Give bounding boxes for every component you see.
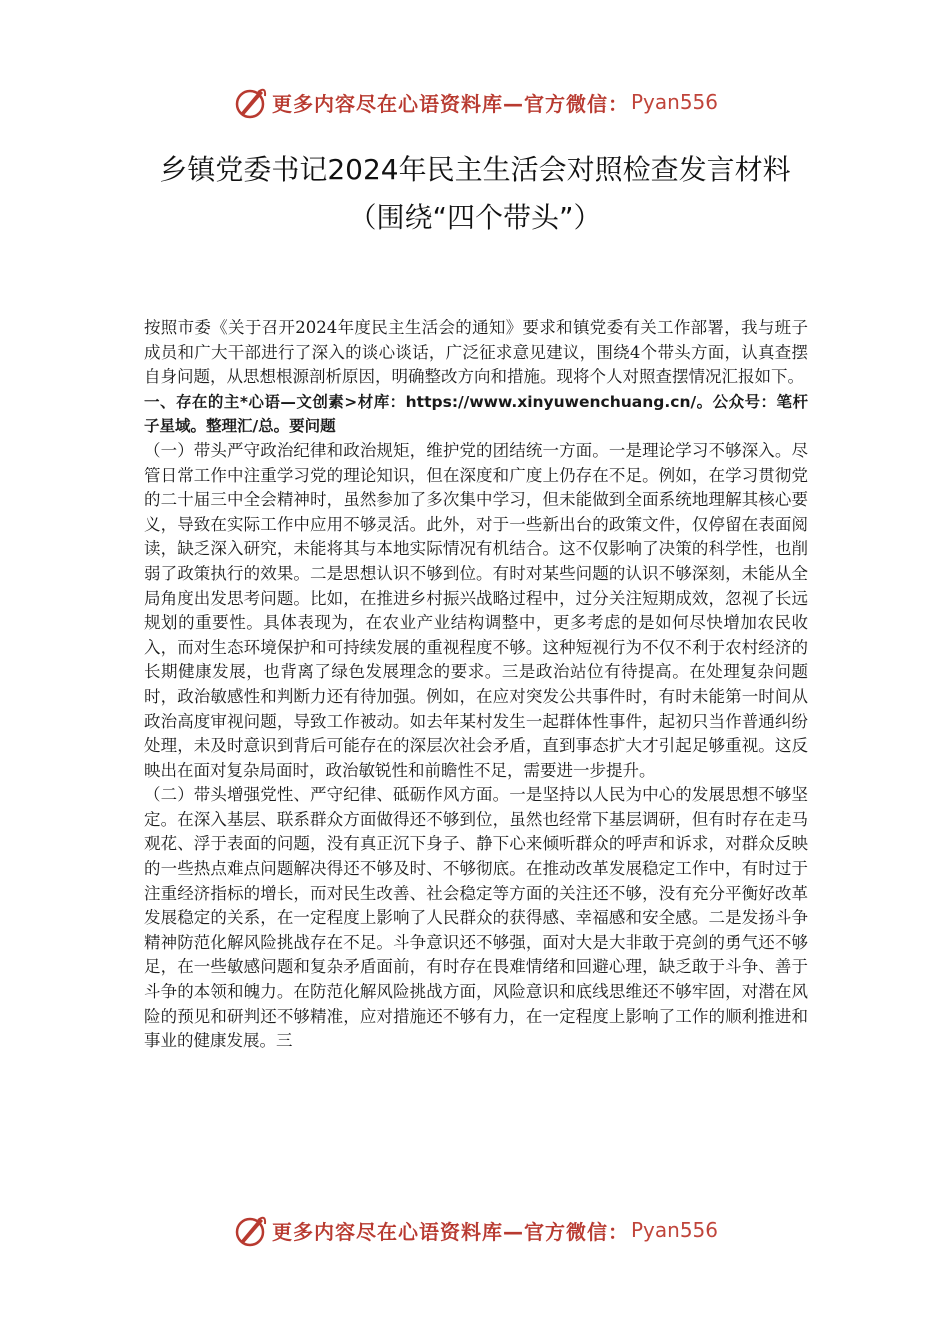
banner-slogan: 更多内容尽在心语资料库—官方微信： bbox=[271, 1219, 629, 1244]
document-subtitle: （围绕“四个带头”） bbox=[348, 201, 602, 234]
intro-paragraph: 按照市委《关于召开2024年度民主生活会的通知》要求和镇党委有关工作部署，我与班子成员和广大干部进行了深入的谈心谈话，广泛征求意见建议，围绕4个带头方面，认真查摆自身问题，从思想根源剖析原因，明确整改方向和措施。现将个人对照查摆情况汇报如下。 bbox=[144, 318, 808, 387]
banner-wechat-id: Pyan556 bbox=[630, 1218, 718, 1242]
document-title: 乡镇党委书记2024年民主生活会对照检查发言材料 bbox=[159, 153, 791, 186]
section-1-paragraph: （一）带头严守政治纪律和政治规矩，维护党的团结统一方面。一是理论学习不够深入。尽管日常工作中注重学习党的理论知识，但在深度和广度上仍存在不足。例如，在学习贯彻党的二十届三中全会精神时，虽然参加了多次集中学习，但未能做到全面系统地理解其核心要义，导致在实际工作中应用不够灵活。此外，对于一些新出台的政策文件，仅停留在表面阅读，缺乏深入研究，未能将其与本地实际情况有机结合。这不仅影响了决策的科学性，也削弱了政策执行的效果。二是思想认识不够到位。有时对某些问题的认识不够深刻，未能从全局角度出发思考问题。比如，在推进乡村振兴战略过程中，过分关注短期成效，忽视了长远规划的重要性。具体表现为，在农业产业结构调整中，更多考虑的是如何尽快增加农民收入，而对生态环境保护和可持续发展的重视程度不够。这种短视行为不仅不利于农村经济的长期健康发展，也背离了绿色发展理念的要求。三是政治站位有待提高。在处理复杂问题时，政治敏感性和判断力还有待加强。例如，在应对突发公共事件时，有时未能第一时间从政治高度审视问题，导致工作被动。如去年某村发生一起群体性事件，起初只当作普通纠纷处理，未及时意识到背后可能存在的深层次社会矛盾，直到事态扩大才引起足够重视。这反映出在面对复杂局面时，政治敏锐性和前瞻性不足，需要进一步提升。 bbox=[144, 440, 808, 780]
quill-logo-icon bbox=[232, 1212, 268, 1248]
banner-wechat-id: Pyan556 bbox=[630, 90, 718, 114]
section-heading: 一、存在的主*心语—文创素>材库：https://www.xinyuwenchuang.cn/。公众号：笔杆子星域。整理汇/总。要问题 bbox=[144, 392, 808, 436]
document-body bbox=[144, 316, 808, 1054]
banner-slogan: 更多内容尽在心语资料库—官方微信： bbox=[271, 91, 629, 116]
footer-watermark-banner bbox=[0, 1210, 950, 1250]
quill-logo-icon bbox=[232, 84, 268, 120]
section-2-paragraph: （二）带头增强党性、严守纪律、砥砺作风方面。一是坚持以人民为中心的发展思想不够坚定。在深入基层、联系群众方面做得还不够到位，虽然也经常下基层调研，但有时存在走马观花、浮于表面的问题，没有真正沉下身子、静下心来倾听群众的呼声和诉求，对群众反映的一些热点难点问题解决得还不够及时、不够彻底。在推动改革发展稳定工作中，有时过于注重经济指标的增长，而对民生改善、社会稳定等方面的关注还不够，没有充分平衡好改革发展稳定的关系，在一定程度上影响了人民群众的获得感、幸福感和安全感。二是发扬斗争精神防范化解风险挑战存在不足。斗争意识还不够强，面对大是大非敢于亮剑的勇气还不够足，在一些敏感问题和复杂矛盾面前，有时存在畏难情绪和回避心理，缺乏敢于斗争、善于斗争的本领和魄力。在防范化解风险挑战方面，风险意识和底线思维还不够牢固，对潜在风险的预见和研判还不够精准，应对措施还不够有力，在一定程度上影响了工作的顺利推进和事业的健康发展。三 bbox=[144, 785, 808, 1051]
header-watermark-banner bbox=[0, 82, 950, 122]
